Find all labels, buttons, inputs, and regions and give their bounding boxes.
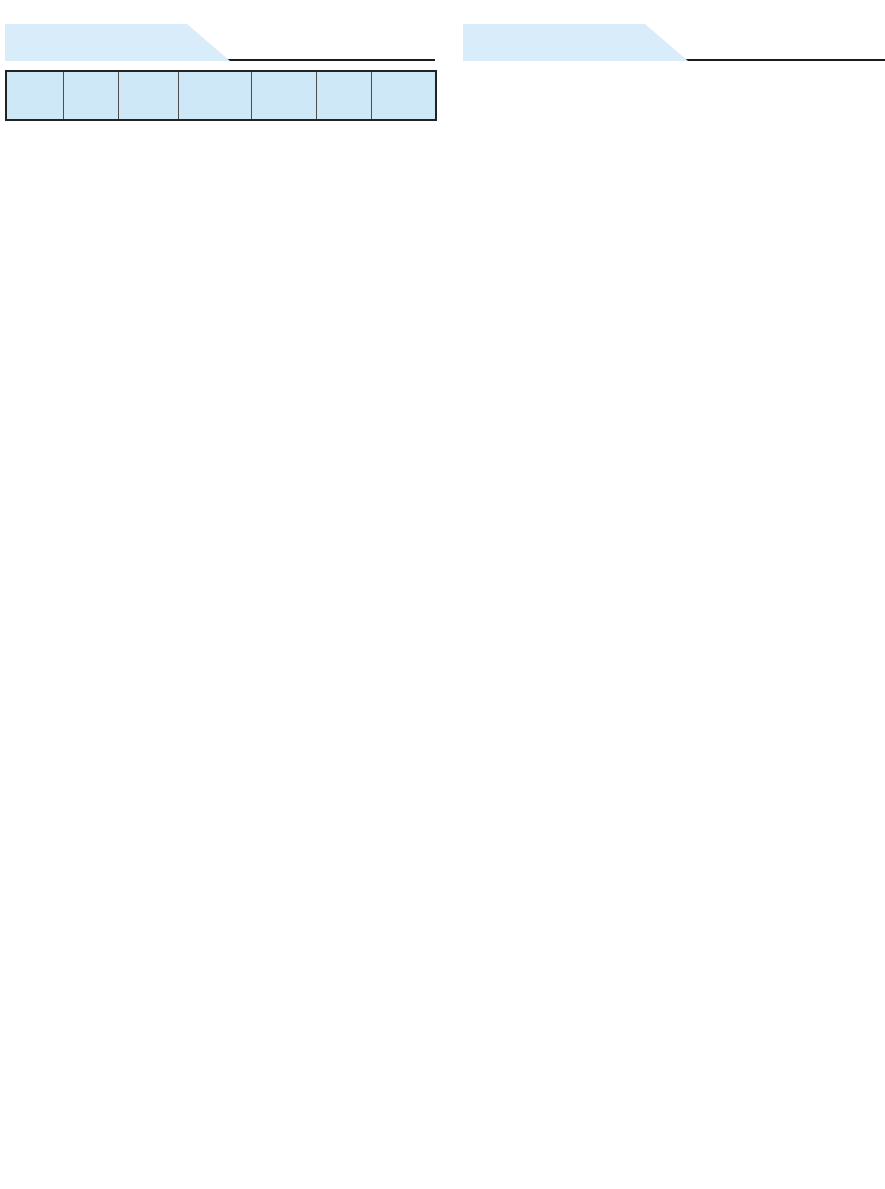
panels-container: [0, 24, 885, 121]
col-header: [63, 71, 118, 120]
section-tab: [5, 24, 230, 61]
section-tab: [463, 24, 688, 61]
col-header: [251, 71, 316, 120]
performance-table-left: [5, 70, 437, 121]
col-header: [6, 71, 63, 120]
col-header: [316, 71, 371, 120]
panel-left: [5, 24, 435, 121]
col-header: [118, 71, 178, 120]
page: [0, 24, 885, 121]
section-header-left: [5, 24, 435, 61]
col-header: [178, 71, 251, 120]
panel-right: [463, 24, 885, 121]
header-row: [6, 71, 436, 120]
col-header: [371, 71, 436, 120]
section-header-right: [463, 24, 885, 61]
